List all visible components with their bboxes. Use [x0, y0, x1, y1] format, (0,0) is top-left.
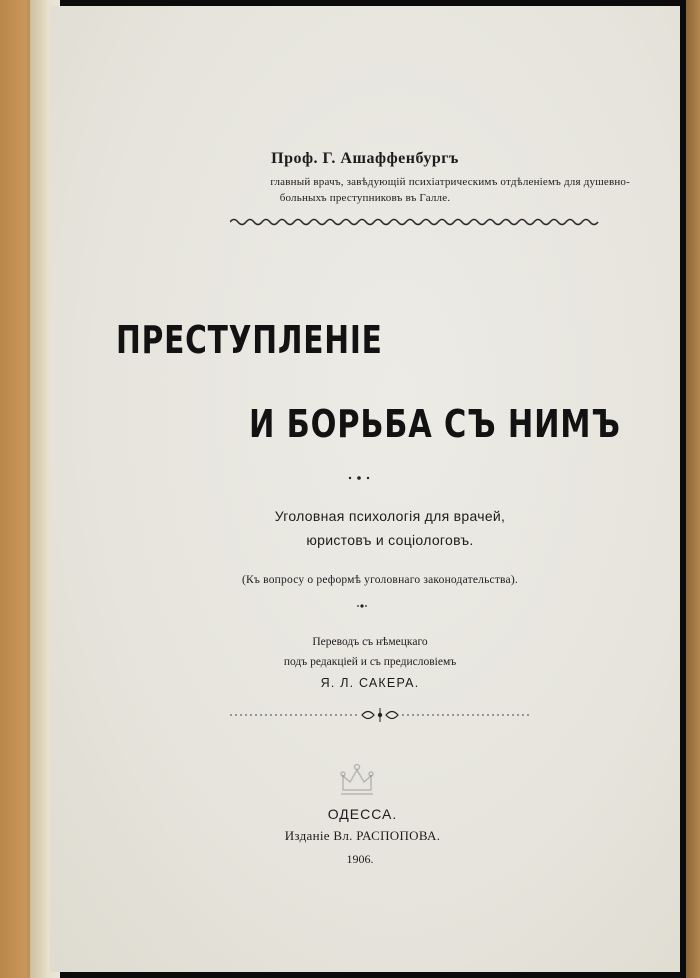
crown-emblem-icon	[335, 760, 379, 800]
author-affiliation-line1: главный врачъ, завѣдующій психіатрическимъ отдѣленіемъ для душевно-	[270, 176, 630, 188]
editor-name: Я. Л. САКЕРА.	[320, 676, 420, 690]
book-title-line2: И БОРЬБА СЪ НИМЪ	[249, 402, 621, 446]
subtitle-line1: Уголовная психологія для врачей,	[274, 508, 506, 524]
ornament-divider-icon	[230, 706, 530, 724]
publication-city: ОДЕССА.	[327, 806, 398, 822]
title-page	[50, 6, 680, 972]
translation-line1: Переводъ съ нѣмецкаго	[312, 636, 428, 648]
dot-divider-icon	[355, 602, 369, 610]
publication-year: 1906.	[346, 852, 374, 866]
author-affiliation-line2: больныхъ преступниковъ въ Галле.	[279, 192, 451, 204]
book-cover-right	[686, 0, 700, 978]
author-name: Проф. Г. Ашаффенбургъ	[271, 150, 459, 167]
wavy-divider	[230, 216, 600, 228]
book-title-line1: ПРЕСТУПЛЕНІЕ	[116, 318, 383, 362]
subtitle-line2: юристовъ и соціологовъ.	[306, 532, 474, 548]
translation-line2: подъ редакціей и съ предисловіемъ	[283, 656, 457, 668]
dots-divider-icon	[346, 474, 372, 482]
publisher: Изданіе Вл. РАСПОПОВА.	[284, 828, 441, 843]
reform-note: (Къ вопросу о реформѣ уголовнаго законодательства).	[242, 574, 518, 586]
